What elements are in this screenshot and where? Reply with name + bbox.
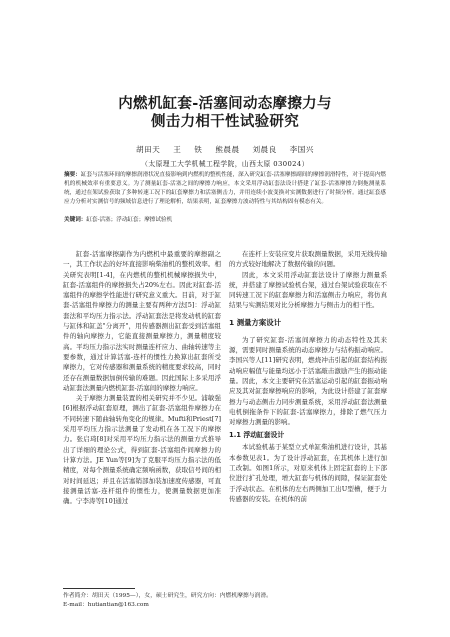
left-column xyxy=(63,249,221,506)
intro-paragraph-3: 在连杆上安装应变片获取测量数据，采用无线传输的方式较好地解决了数据传输的问题。 xyxy=(229,250,387,269)
footnote-email: E-mail：hutiantian@163.com xyxy=(63,602,149,608)
affiliation: （太原理工大学机械工程学院，山西太原 030024） xyxy=(141,160,309,168)
section-1-1-heading: 1.1 浮动缸套设计 xyxy=(229,431,285,440)
section-1-paragraph: 为了研究缸套-活塞间摩擦力的动态特性及其来源，需要同时测量系统的动态摩擦力与结构振动响应。李国兴等人[11]研究表明，燃烧冲击引起的缸套结构振动响应幅值与能量均远小于活塞敲击激励产生的振动能量。因此，本文主要研究在活塞运动引起的缸套振动响应及其对缸套摩擦响应的影响，为此设计搭建了缸套摩擦力与动态侧击力同步测量系统，采用浮动缸套法测量电机倒拖条件下的缸套-活塞摩擦力，排除了燃气压力对摩擦力测量的影响。 xyxy=(229,335,387,427)
footnote-divider xyxy=(63,588,135,589)
abstract-label: 摘要： xyxy=(64,172,81,178)
keywords-label: 关键词： xyxy=(64,217,87,223)
paper-title-line1: 内燃机缸套-活塞间动态摩擦力与 xyxy=(118,96,332,112)
abstract-text: 缸套与活塞环间的摩擦润滑状况直接影响到内燃机的整机性能，深入研究缸套-活塞摩擦副间的摩擦润滑特性，对于提高内燃机的机械效率有重要意义。为了测量缸套-活塞之间的摩擦力响应，本文采用浮动缸套法设计搭建了缸套-活塞摩擦力倒拖测量系统，通过在架试验获取了多种转速工况下的缸套摩擦力和活塞侧击力，并用连续小波变换对实测数据进行了时频分析。通过缸套感应力分析对实测信号的频域信息进行了理论解析，结果表明，缸套摩擦力波动特性与其结构固有模态有关。 xyxy=(64,172,386,205)
footnote-author-info: 作者简介：胡田天（1995—），女，硕士研究生，研究方向：内燃机摩擦与润滑。 xyxy=(63,593,272,599)
section-1-heading: 1 测量方案设计 xyxy=(229,317,282,327)
section-1-1-paragraph: 本试验机基于某型立式单缸柴油机进行设计，其基本参数见表1。为了设计浮动缸套，在其机体上进行加工改制。如图1所示，对原来机体上固定缸套的上下部位进行扩孔处理，增大缸套与机体的间隙，保证缸套处于浮动状态。在机体的左右两侧加工出U型槽，便于力传感器的安装。在机体的前 xyxy=(229,443,387,503)
abstract-block xyxy=(64,171,386,207)
paper-title-line2: 侧击力相干性试验研究 xyxy=(151,114,299,130)
author-list: 胡田天 王 铁 熊晨晨 刘晨良 李国兴 xyxy=(136,145,314,154)
intro-paragraph-2: 关于摩擦力测量装置的相关研究并不少见。浦敏强[6]根据浮动缸套原理，测出了缸套-活塞组件摩擦力在不同转速下随曲轴转角变化的规律。Mufti和Priest[7]采用平均压力指示法测量了发动机在各工况下的摩擦力。张启琦[8]对采用平均压力指示法的测量方式推导出了详细的理论公式，得到缸套-活塞组件间摩擦力的计算方法。JE Yun等[9]为了克服平均压力指示法的低精度，对每个测量系统确定频响函数，获取信号间的相对时间延迟；并且在活塞销部加装加速度传感器，可直接测量活塞-连杆组件的惯性力，使测量数据更加准确。宁李涛等[10]通过 xyxy=(63,394,221,506)
right-column xyxy=(229,249,387,504)
intro-paragraph-4: 因此，本文采用浮动缸套法设计了摩擦力测量系统，并搭建了摩擦试验机台架，通过台架试验获取在不同转速工况下的缸套摩擦力和活塞侧击力响应，将仿真结果与实测结果对比分析摩擦力与侧击力的相干性。 xyxy=(229,270,387,310)
keywords-block xyxy=(64,216,386,225)
intro-paragraph-1: 缸套-活塞摩擦副作为内燃机中最重要的摩擦副之一，其工作状态的好坏直接影响柴油机的整机效率。相关研究表明[1-4]，在内燃机的整机机械摩擦损失中，缸套-活塞组件的摩擦损失占20%左右。因此对缸套-活塞组件的摩擦学性能进行研究意义重大。目前，对于缸套-活塞组件摩擦力的测量主要有两种方法[5]：浮动缸套法和平均压力指示法。浮动缸套法是将发动机的缸套与缸体和缸盖"分离开"，用传感器测出缸套受到活塞组件的轴向摩擦力，它能直接测量摩擦力，测量精度较高。平均压力指示法实时测量连杆应力、曲轴转速等主要参数，通过计算活塞-连杆的惯性力换算出缸套所受摩擦力，它对传感器和测量系统的精度要求较高，同时还存在测量数据加倒传输的难题。因此国际上多采用浮动缸套法测量内燃机缸套-活塞间的摩擦力响应。 xyxy=(63,250,221,392)
keywords-text: 缸套-活塞；浮动缸套；摩擦试验机 xyxy=(86,217,173,223)
